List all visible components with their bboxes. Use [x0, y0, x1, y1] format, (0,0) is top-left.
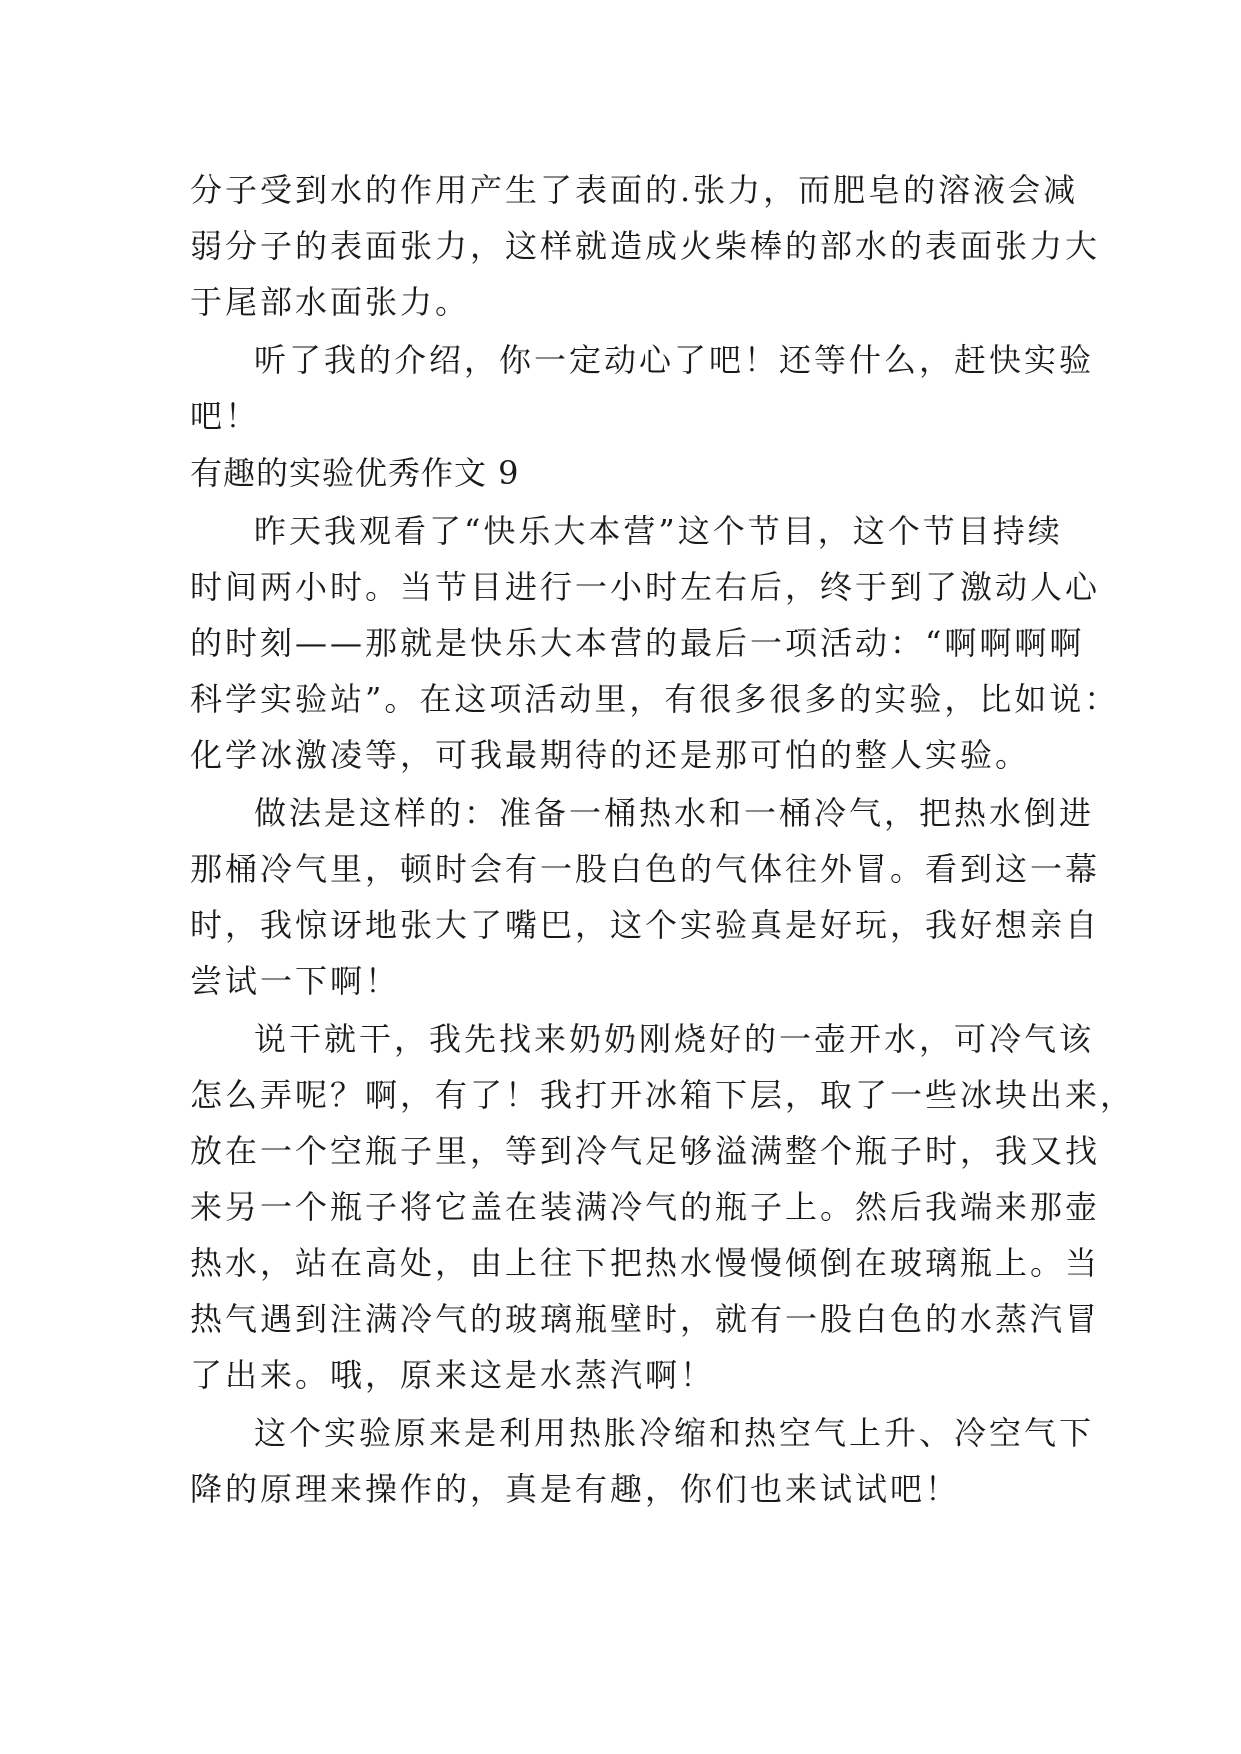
paragraph-first-line: 做法是这样的：准备一桶热水和一桶冷气，把热水倒进: [254, 794, 1095, 832]
text-line: 那桶冷气里，顿时会有一股白色的气体往外冒。看到这一幕: [190, 850, 1101, 888]
text-line: 尝试一下啊！: [190, 962, 401, 1000]
paragraph-first-line: 听了我的介绍，你一定动心了吧！还等什么，赶快实验: [254, 341, 1095, 379]
text-line: 了出来。哦，原来这是水蒸汽啊！: [190, 1356, 716, 1394]
text-line: 怎么弄呢？啊，有了！我打开冰箱下层，取了一些冰块出来，: [190, 1076, 1136, 1114]
text-line: 热水，站在高处，由上往下把热水慢慢倾倒在玻璃瓶上。当: [190, 1244, 1101, 1282]
section-heading: 有趣的实验优秀作文 9: [190, 454, 520, 492]
text-line: 分子受到水的作用产生了表面的.张力，而肥皂的溶液会减: [190, 171, 1079, 209]
paragraph-first-line: 这个实验原来是利用热胀冷缩和热空气上升、冷空气下: [254, 1414, 1095, 1452]
text-line: 时间两小时。当节目进行一小时左右后，终于到了激动人心: [190, 568, 1101, 606]
text-line: 化学冰激凌等，可我最期待的还是那可怕的整人实验。: [190, 736, 1031, 774]
text-line: 于尾部水面张力。: [190, 283, 471, 321]
paragraph-first-line: 说干就干，我先找来奶奶刚烧好的一壶开水，可冷气该: [254, 1020, 1095, 1058]
text-line: 吧！: [190, 397, 261, 435]
text-line: 来另一个瓶子将它盖在装满冷气的瓶子上。然后我端来那壶: [190, 1188, 1101, 1226]
text-line: 科学实验站”。在这项活动里，有很多很多的实验，比如说：: [190, 680, 1120, 718]
text-line: 热气遇到注满冷气的玻璃瓶壁时，就有一股白色的水蒸汽冒: [190, 1300, 1101, 1338]
text-line: 弱分子的表面张力，这样就造成火柴棒的部水的表面张力大: [190, 227, 1101, 265]
text-line: 的时刻——那就是快乐大本营的最后一项活动：“啊啊啊啊: [190, 624, 1085, 662]
text-line: 时，我惊讶地张大了嘴巴，这个实验真是好玩，我好想亲自: [190, 906, 1101, 944]
paragraph-first-line: 昨天我观看了“快乐大本营”这个节目，这个节目持续: [254, 512, 1063, 550]
text-line: 降的原理来操作的，真是有趣，你们也来试试吧！: [190, 1470, 961, 1508]
text-line: 放在一个空瓶子里，等到冷气足够溢满整个瓶子时，我又找: [190, 1132, 1101, 1170]
